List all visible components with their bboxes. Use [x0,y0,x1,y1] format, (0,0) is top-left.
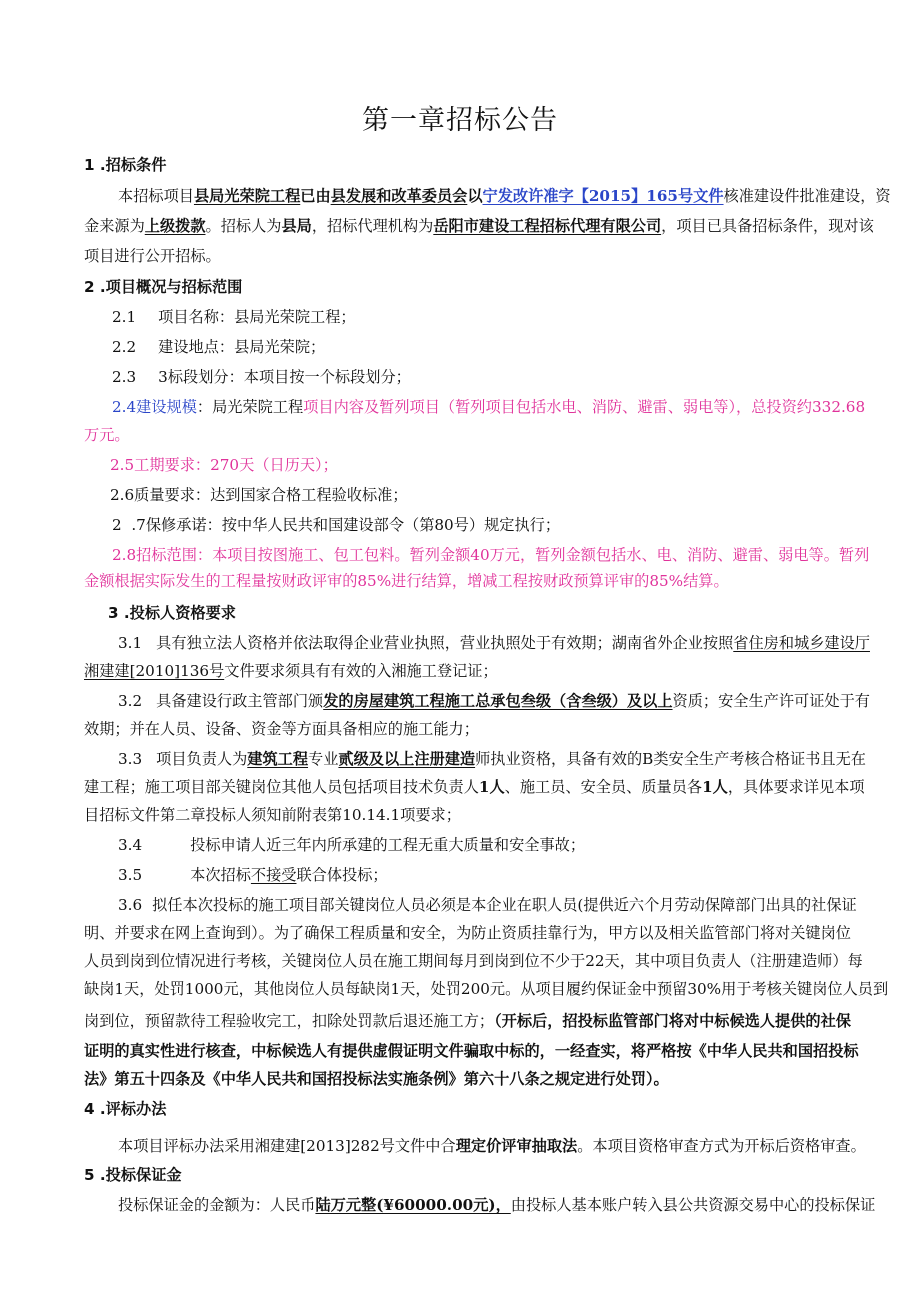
item-3-1 [118,632,880,654]
item-text: 项目负责人为 [156,750,248,768]
item-3-2 [118,690,880,712]
item-3-3-cont [84,776,880,798]
item-2-3 [112,366,908,388]
item-text: ，具体要求详见本项 [727,778,865,796]
item-text: 不接受 [250,866,297,884]
item-text: 投标申请人近三年内所承建的工程无重大质量和安全事故； [190,836,586,854]
item-2-1 [112,306,908,328]
page-title: 第一章招标公告 [362,105,558,136]
item-number: 3.2 [118,692,143,710]
item-text: 项目名称：县局光荣院工程； [158,308,356,326]
funding-source: 上级拨款 [144,217,206,235]
item-text: 建工程；施工项目部关键岗位其他人员包括项目技术负责人 [84,778,479,796]
item-3-6-cont: 法》第五十四条及《中华人民共和国招投标法实施条例》第六十八条之规定进行处罚）。 [84,1070,669,1088]
text-run: 已由 [300,187,331,205]
item-text: 3标段划分：本项目按一个标段划分； [158,368,411,386]
item-text: 省住房和城乡建设厅 [733,634,870,652]
item-3-6-cont: 人员到岗到位情况进行考核，关键岗位人员在施工期间每月到岗到位不少于22天，其中项目负责人（注册建造师）每 [84,952,863,970]
item-text: .7保修承诺：按中华人民共和国建设部令（第80号）规定执行； [131,516,561,534]
item-2-7 [112,514,908,536]
section-number: 5 [84,1166,95,1184]
section-title: .招标条件 [99,156,167,174]
paragraph-line [118,1194,880,1216]
agency-name: 岳阳市建设工程招标代理有限公司 [433,217,662,235]
qualification-level: 发的房屋建筑工程施工总承包叁级（含叁级）及以上 [323,692,673,710]
section-title: .项目概况与招标范围 [99,278,243,296]
text-run: 本招标项目 [118,187,194,205]
text-run: 投标保证金的金额为：人民币 [118,1196,316,1214]
section-number: 3 [108,604,119,622]
text-run: 本项目评标办法采用湘建建[2013]282号文件中合 [118,1137,456,1155]
item-text: 专业 [308,750,339,768]
item-3-6-cont: 明、并要求在网上查询到）。为了确保工程质量和安全，为防止资质挂靠行为，甲方以及相关监管部门将对关键岗位 [84,924,851,942]
item-number: 3.6 [118,896,143,914]
item-2-2 [112,336,908,358]
text-run: ，项目已具备招标条件，现对该 [661,217,874,235]
item-3-6-cont: 缺岗1天，处罚1000元，其他岗位人员每缺岗1天，处罚200元。从项目履约保证金中预留30%用于考核关键岗位人员到 [84,980,889,998]
item-text: （开标后，招投标监管部门将对中标候选人提供的社保 [494,1012,851,1030]
item-text: 建设地点：县局光荣院； [158,338,326,356]
text-run: ，招标代理机构为 [311,217,434,235]
paragraph-line [118,185,891,207]
specialty: 建筑工程 [247,750,309,768]
count: 1人 [702,778,728,796]
text-run: 。招标人为 [205,217,282,235]
item-number: 2.2 [112,338,137,356]
bond-amount: 陆万元整(¥60000.00元)， [315,1196,511,1214]
item-text: 师执业资格，具备有效的B类安全生产考核合格证书且无在 [475,750,866,768]
paragraph-line [118,1135,914,1157]
text-run: 核准建设件批准建设，资 [723,187,891,205]
item-text: 岗到位，预留款待工程验收完工，扣除处罚款后退还施工方； [84,1012,495,1030]
text-run: 以 [467,187,483,205]
item-text: 拟任本次投标的施工项目部关键岗位人员必须是本企业在职人员(提供近六个月劳动保障部门出具的社保证 [152,896,857,914]
item-text: 联合体投标； [296,866,388,884]
item-text: 、施工员、安全员、质量员各 [504,778,703,796]
paragraph-line: 项目进行公开招标。 [84,247,221,265]
item-text: ：局光荣院工程 [196,398,304,416]
section-title: .评标办法 [99,1100,167,1118]
section-heading-3 [108,602,904,624]
project-name: 县局光荣院工程 [193,187,301,205]
evaluation-method: 理定价评审抽取法 [455,1137,578,1155]
item-3-2-cont: 效期；并在人员、设备、资金等方面具备相应的施工能力； [84,720,479,738]
item-3-6 [118,894,880,916]
section-heading-2 [84,276,880,298]
item-3-3-cont2: 目招标文件第二章投标人须知前附表第10.14.1项要求； [84,806,461,824]
approval-document: 宁发改许准字【2015】165号文件 [482,187,724,205]
item-number: 3.1 [118,634,143,652]
item-number: 3.5 [118,866,143,884]
paragraph-line [84,215,880,237]
section-heading-1 [84,154,880,176]
section-number: 1 [84,156,95,174]
item-2-6: 2.6质量要求：达到国家合格工程验收标准； [110,486,408,504]
section-title: .投标保证金 [99,1166,182,1184]
item-2-8-cont: 金额根据实际发生的工程量按财政评审的85%进行结算，增减工程按财政预算评审的85%结算。 [84,572,729,590]
item-2-4-cont: 万元。 [84,426,130,444]
item-number: 3.3 [118,750,143,768]
item-text: 具备建设行政主管部门颁 [156,692,324,710]
item-number: 3.4 [118,836,143,854]
item-3-5 [118,864,914,886]
text-run: 金来源为 [84,217,145,235]
item-3-3 [118,748,880,770]
item-2-5: 2.5工期要求：270天（日历天）； [110,456,338,474]
text-run: 由投标人基本账户转入县公共资源交易中心的投标保证 [510,1196,876,1214]
approval-authority: 县发展和改革委员会 [330,187,468,205]
section-heading-5 [84,1164,880,1186]
registration-level: 贰级及以上注册建造 [338,750,476,768]
item-label: 2.4建设规模 [112,398,197,416]
count: 1人 [478,778,505,796]
section-heading-4 [84,1098,880,1120]
item-3-6-cont [84,1010,880,1032]
item-text: 具有独立法人资格并依法取得企业营业执照，营业执照处于有效期；湖南省外企业按照 [156,634,734,652]
item-3-4 [118,834,914,856]
tenderer-name: 县局 [281,217,312,235]
item-3-1-cont [84,660,880,682]
section-number: 2 [84,278,95,296]
document-ref: 湘建建[2010]136号 [84,662,225,680]
item-number: 2.3 [112,368,137,386]
item-text: 项目内容及暂列项目（暂列项目包括水电、消防、避雷、弱电等），总投资约332.68 [303,398,866,416]
item-text: 本次招标 [190,866,251,884]
section-number: 4 [84,1100,95,1118]
item-text: 文件要求须具有有效的入湘施工登记证； [224,662,498,680]
item-2-8: 2.8招标范围：本项目按图施工、包工包料。暂列金额40万元，暂列金额包括水、电、消防、避雷、弱电等。暂列 [112,546,870,564]
item-2-4 [112,396,880,418]
section-title: .投标人资格要求 [123,604,236,622]
item-3-6-cont: 证明的真实性进行核查，中标候选人有提供虚假证明文件骗取中标的，一经查实，将严格按《中华人民共和国招投标 [84,1042,859,1060]
item-text: 资质；安全生产许可证处于有 [672,692,870,710]
item-number: 2.1 [112,308,137,326]
item-number: 2 [112,516,122,534]
text-run: 。本项目资格审查方式为开标后资格审查。 [577,1137,866,1155]
